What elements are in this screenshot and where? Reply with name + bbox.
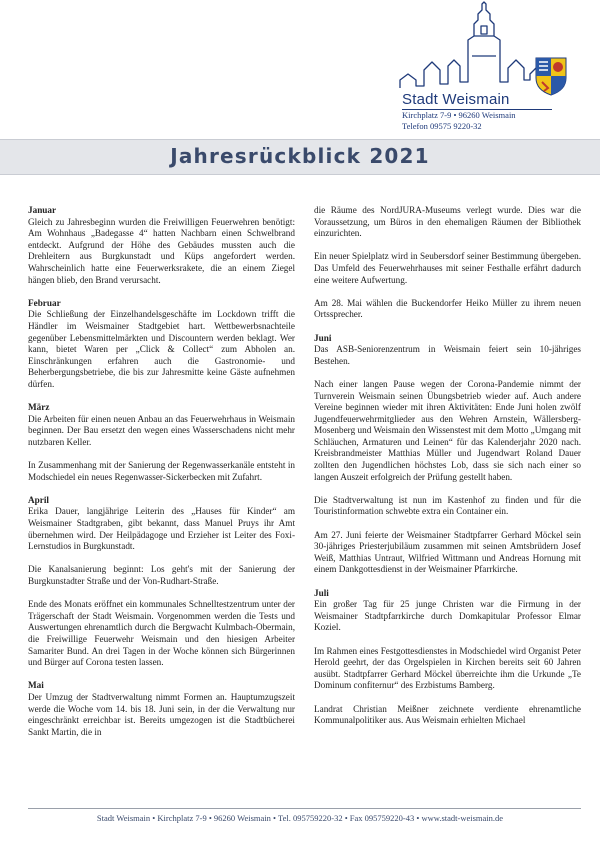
paragraph: Nach einer langen Pause wegen der Corona-Pandemie nimmt der Turnverein Weismain seinen Übungsbetrieb wieder auf. Auch andere Vereine beginnen wieder mit ihren Aktivitäten: Ende Juni holen zwölf Jugendfeuerwehrmitglieder aus den Wehren Arnstein, Wällersberg-Mosenberg und Weismain den Wissenstest mit dem Motto „Umgang mit Schläuchen, Armaturen und Leinen“ für das Kalenderjahr 2020 nach. Kreisbrandmeister Matthias Müller und Jugendwart Roland Dauer zollten den Jugendlichen höchstes Lob, dass sie sich nach einer so langen Auszeit erfolgreich der Prüfung gestellt haben. xyxy=(314,378,581,482)
section-februar xyxy=(28,298,295,391)
section-mai xyxy=(28,680,295,738)
paragraph: Die Arbeiten für einen neuen Anbau an das Feuerwehrhaus in Weismain beginnen. Der Bau ersetzt den wegen eines Wasserschadens nicht mehr nutzbaren Keller. xyxy=(28,413,295,447)
section-juli xyxy=(314,588,581,727)
paragraph: Das ASB-Seniorenzentrum in Weismain feiert sein 10-jähriges Bestehen. xyxy=(314,344,581,366)
paragraph: die Räume des NordJURA-Museums verlegt wurde. Dies war die Voraussetzung, um Büros in den ehemaligen Räumen der Bibliothek einzurichten. xyxy=(314,205,581,239)
month-heading: Juli xyxy=(314,587,329,598)
town-name: Stadt Weismain xyxy=(402,91,510,108)
paragraph: Am 28. Mai wählen die Buckendorfer Heiko Müller zu ihrem neuen Ortssprecher. xyxy=(314,297,581,320)
coat-of-arms-icon xyxy=(534,56,568,96)
section-april xyxy=(28,495,295,669)
paragraph: Am 27. Juni feierte der Weismainer Stadtpfarrer Gerhard Möckel sein 30-jähriges Priesterjubiläum zusammen mit seinen Amtsbrüdern Josef Weiß, Matthias Untraut, Wilfried Wittmann und Andreas Hornung mit einem Dankgottesdienst in der Weismainer Pfarrkirche. xyxy=(314,529,581,575)
paragraph: Ende des Monats eröffnet ein kommunales Schnelltestzentrum unter der Trägerschaft der Stadt Weismain. Vorgenommen werden die Tests und Auswertungen ehrenamtlich durch die Bergwacht Kulmbach-Obermain, die Freiwillige Feuerwehr Weismain und den hiesigen Arbeiter Samariter Bund. An drei Tagen in der Woche können sich Bürgerinnen und Bürger auf Corona testen lassen. xyxy=(28,599,295,668)
paragraph: Im Rahmen eines Festgottesdienstes in Modschiedel wird Organist Peter Herold geehrt, der das Orgelspielen in Kirchen bereits seit 60 Jahren ausübt. Stadtpfarrer Gerhard Möckel überreichte ihm die Urkunde „Te Dominum confiternur“ des Erzbistums Bamberg. xyxy=(314,645,581,691)
town-skyline-icon xyxy=(398,0,598,94)
section-mai-continued xyxy=(314,205,581,321)
footer: Stadt Weismain • Kirchplatz 7-9 • 96260 Weismain • Tel. 095759220-32 • Fax 095759220-43 • www.stadt-weismain.de xyxy=(96,813,504,823)
paragraph: Ein neuer Spielplatz wird in Seubersdorf seiner Bestimmung übergeben. Das Umfeld des Feuerwehrhauses mit seiner Festhalle erfährt dadurch eine weitere Aufwertung. xyxy=(314,251,581,285)
letterhead xyxy=(398,0,598,132)
month-heading: Januar xyxy=(28,205,57,215)
paragraph: Erika Dauer, langjährige Leiterin des „Hauses für Kinder“ am Weismainer Stadtgraben, gibt bekannt, dass Manuel Pruys ihr Amt übernehmen wird. Der Heilpädagoge und Erzieher ist Leiter des Foxi-Lernstudios in Burgkunstadt. xyxy=(28,506,295,552)
title-bar xyxy=(0,139,600,175)
right-column xyxy=(314,205,581,738)
paragraph: Gleich zu Jahresbeginn wurden die Freiwilligen Feuerwehren benötigt: Am Wohnhaus „Badegasse 4“ hatten Nachbarn einen Schwelbrand entdeckt. Aufgrund der Höhe des Gebäudes mussten auch die Drehleitern aus Burgkunstadt und Küps angefordert werden. Wahrscheinlich hatte eine Feuerwerksrakete, die an einem Ziegel hängen blieb, den Brand verursacht. xyxy=(28,216,295,285)
month-heading: Juni xyxy=(314,332,332,343)
section-juni xyxy=(314,333,581,576)
month-heading: April xyxy=(28,494,49,505)
paragraph: In Zusammenhang mit der Sanierung der Regenwasserkanäle entsteht in Modschiedel ein neues Regenwasser-Sickerbecken mit Zufahrt. xyxy=(28,460,295,482)
month-heading: März xyxy=(28,402,50,413)
page-title: Jahresrückblick 2021 xyxy=(170,144,430,168)
paragraph: Ein großer Tag für 25 junge Christen war die Firmung in der Weismainer Stadtpfarrkirche durch Domkapitular Professor Elmar Koziel. xyxy=(314,599,581,633)
paragraph: Die Stadtverwaltung ist nun im Kastenhof zu finden und für die Touristinformation schwebte extra ein Container ein. xyxy=(314,494,581,517)
left-column xyxy=(28,205,295,750)
town-address: Kirchplatz 7-9 • 96260 Weismain xyxy=(402,110,516,120)
paragraph: Der Umzug der Stadtverwaltung nimmt Formen an. Hauptumzugszeit werde die Woche vom 14. bis 18. Juni sein, in der die Verwaltung nur eingeschränkt erreichbar ist. Bereits umgezogen ist die Stadtbücherei Sankt Martin, die in xyxy=(28,691,295,737)
paragraph: Die Schließung der Einzelhandelsgeschäfte im Lockdown trifft die Händler im Weismainer Stadtgebiet hart. Wettbewerbsnachteile gegenüber Lebensmittelmärkten und Discountern werden beklagt. Wer kann, bietet Waren per „Click & Collect“ zum Abholen an. Einschränkungen erfahren auch die Gastronomie- und Beherbergungsbetriebe, die bis zur Jahresmitte keine Gäste aufnehmen dürfen. xyxy=(28,309,295,389)
town-phone: Telefon 09575 9220-32 xyxy=(402,121,482,131)
section-maerz xyxy=(28,402,295,483)
footer-divider xyxy=(28,808,581,809)
section-januar xyxy=(28,205,295,286)
paragraph: Die Kanalsanierung beginnt: Los geht's mit der Sanierung der Burgkunstadter Straße und der Von-Rudhart-Straße. xyxy=(28,564,295,586)
paragraph: Landrat Christian Meißner zeichnete verdiente ehrenamtliche Kommunalpolitiker aus. Aus Weismain erhielten Michael xyxy=(314,703,581,726)
month-heading: Februar xyxy=(28,297,61,308)
month-heading: Mai xyxy=(28,680,44,691)
